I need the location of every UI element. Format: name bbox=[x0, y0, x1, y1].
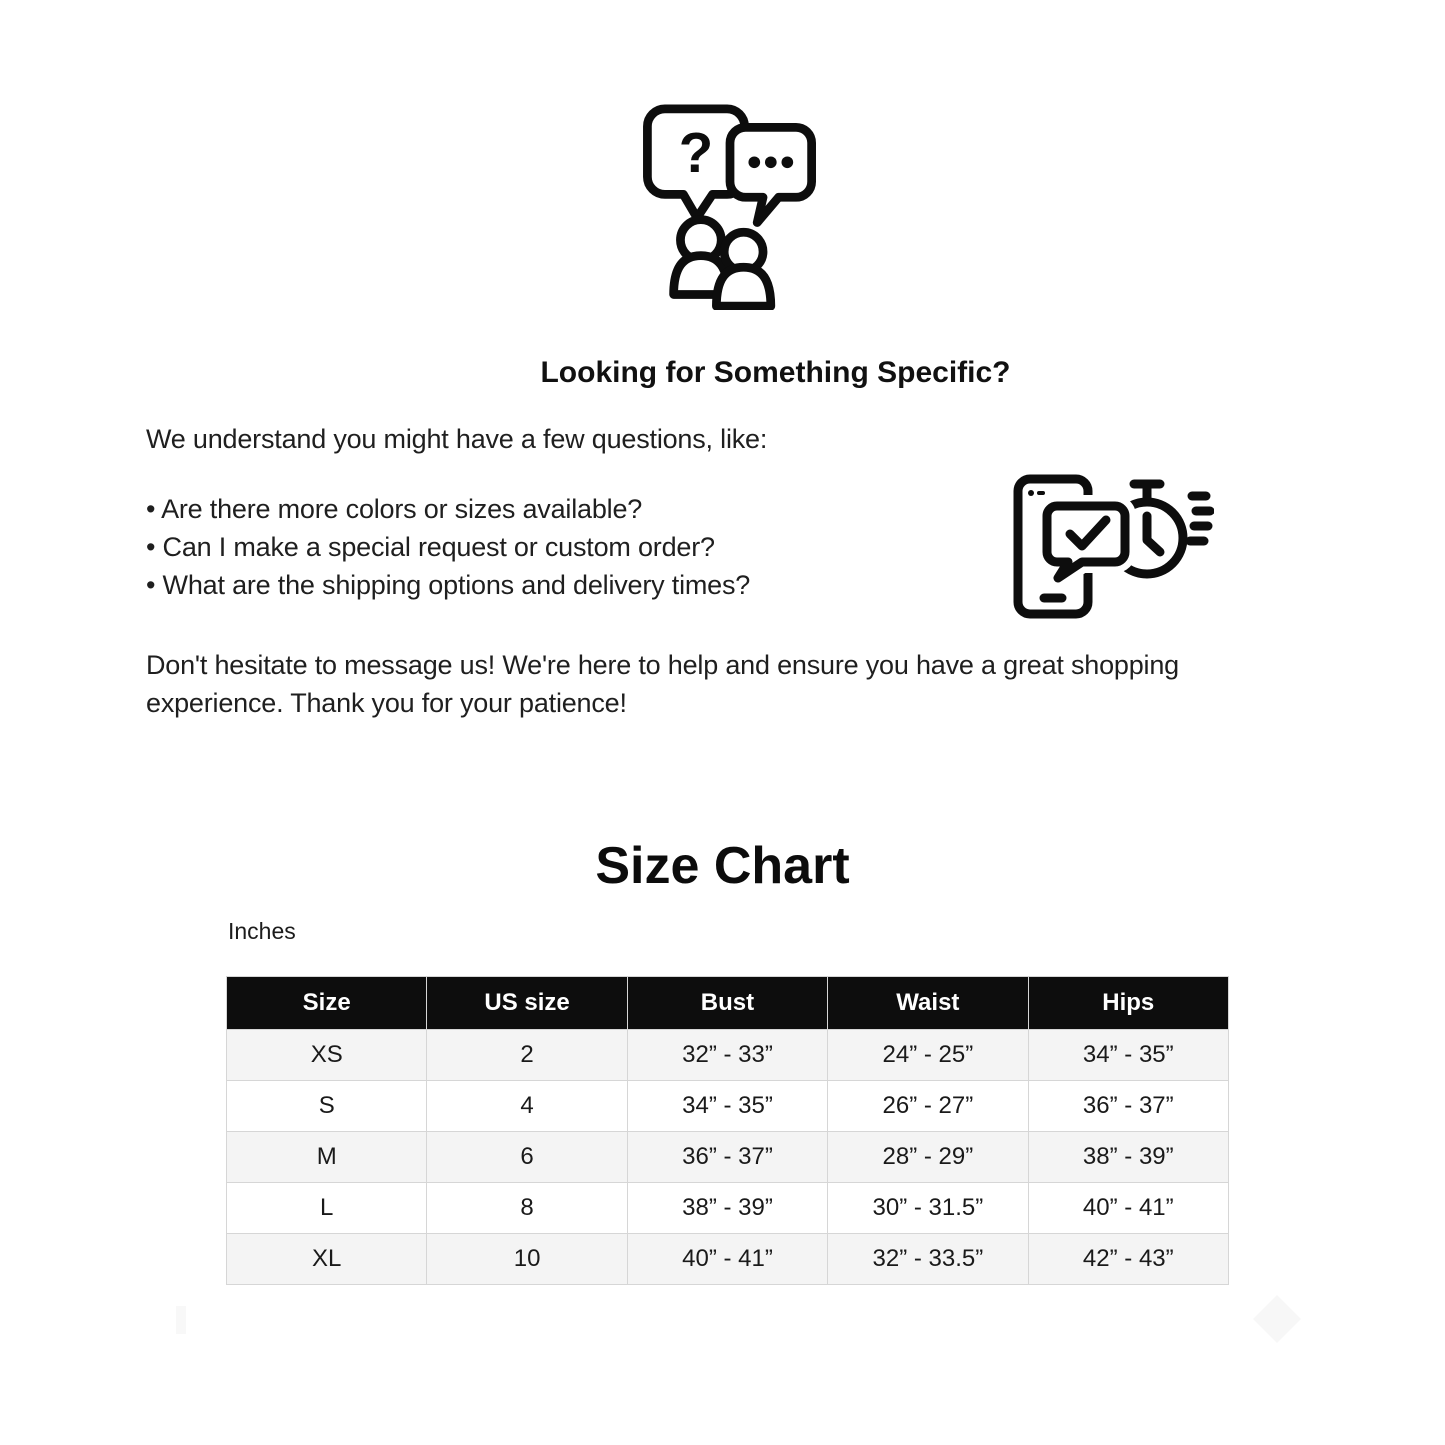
table-cell: 38” - 39” bbox=[627, 1183, 827, 1234]
table-cell: XS bbox=[227, 1030, 427, 1081]
size-chart-table-wrap bbox=[226, 976, 1229, 1285]
question-item: • Are there more colors or sizes available? bbox=[146, 494, 643, 524]
table-cell: M bbox=[227, 1132, 427, 1183]
size-chart-title: Size Chart bbox=[595, 837, 850, 895]
table-cell: 6 bbox=[427, 1132, 627, 1183]
table-cell: 36” - 37” bbox=[1028, 1081, 1228, 1132]
table-cell: 40” - 41” bbox=[627, 1234, 827, 1285]
table-cell: 26” - 27” bbox=[828, 1081, 1028, 1132]
chat-people-icon bbox=[638, 104, 822, 306]
header-cell: Size bbox=[227, 977, 427, 1030]
question-item: • Can I make a special request or custom order? bbox=[146, 532, 715, 562]
table-row bbox=[227, 1030, 1229, 1081]
table-row bbox=[227, 1132, 1229, 1183]
intro-text: We understand you might have a few questions, like: bbox=[146, 424, 768, 454]
size-chart-table-body bbox=[227, 1030, 1229, 1285]
closing-text: Don't hesitate to message us! We're here to help and ensure you have a great shopping experience. Thank you for your patience! bbox=[146, 650, 1179, 718]
table-cell: 30” - 31.5” bbox=[828, 1183, 1028, 1234]
phone-message-timer-icon-svg bbox=[1012, 474, 1214, 622]
table-cell: 2 bbox=[427, 1030, 627, 1081]
table-cell: 34” - 35” bbox=[627, 1081, 827, 1132]
help-heading: Looking for Something Specific? bbox=[540, 356, 1011, 389]
table-cell: 10 bbox=[427, 1234, 627, 1285]
header-row bbox=[227, 977, 1229, 1030]
size-chart-table-head bbox=[227, 977, 1229, 1030]
header-cell: Waist bbox=[828, 977, 1028, 1030]
unit-label: Inches bbox=[228, 918, 296, 944]
table-cell: S bbox=[227, 1081, 427, 1132]
phone-message-timer-icon bbox=[1012, 474, 1214, 622]
size-chart-table bbox=[226, 976, 1229, 1285]
chat-people-icon-svg bbox=[638, 104, 822, 310]
table-cell: 28” - 29” bbox=[828, 1132, 1028, 1183]
table-cell: L bbox=[227, 1183, 427, 1234]
table-cell: 8 bbox=[427, 1183, 627, 1234]
header-cell: US size bbox=[427, 977, 627, 1030]
question-list bbox=[146, 490, 750, 604]
table-cell: 36” - 37” bbox=[627, 1132, 827, 1183]
faint-watermark-streak bbox=[176, 1306, 186, 1334]
table-cell: 32” - 33” bbox=[627, 1030, 827, 1081]
table-cell: 32” - 33.5” bbox=[828, 1234, 1028, 1285]
table-cell: 40” - 41” bbox=[1028, 1183, 1228, 1234]
table-cell: 34” - 35” bbox=[1028, 1030, 1228, 1081]
question-item: • What are the shipping options and delivery times? bbox=[146, 570, 751, 600]
table-cell: XL bbox=[227, 1234, 427, 1285]
header-cell: Bust bbox=[627, 977, 827, 1030]
table-cell: 42” - 43” bbox=[1028, 1234, 1228, 1285]
table-cell: 24” - 25” bbox=[828, 1030, 1028, 1081]
table-row bbox=[227, 1234, 1229, 1285]
table-cell: 4 bbox=[427, 1081, 627, 1132]
faint-watermark-diamond bbox=[1253, 1295, 1301, 1343]
table-row bbox=[227, 1183, 1229, 1234]
table-cell: 38” - 39” bbox=[1028, 1132, 1228, 1183]
svg-text:?: ? bbox=[678, 121, 714, 185]
table-row bbox=[227, 1081, 1229, 1132]
header-cell: Hips bbox=[1028, 977, 1228, 1030]
